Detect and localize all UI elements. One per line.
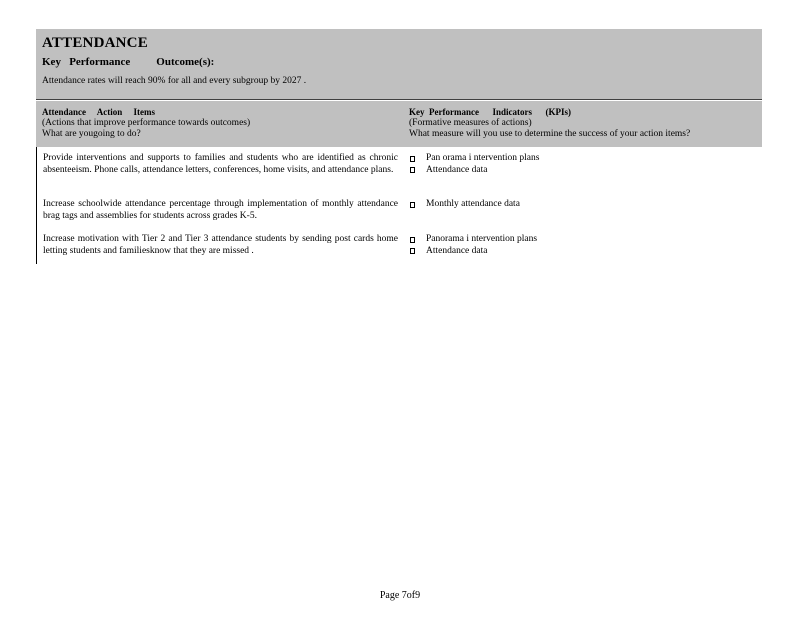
action-item-text: Increase motivation with Tier 2 and Tier 3 attendance students by sending post cards home letting students and familiesknow that they are missed . (43, 234, 398, 256)
kpi-question: What measure will you use to determine the success of your action items? (409, 129, 691, 139)
kpo-label-part-1: Key Performance (42, 56, 131, 68)
kpi-list-item (410, 199, 750, 211)
kpi-text: Pan orama i ntervention plans (426, 153, 540, 163)
kpi-list-item (410, 153, 750, 165)
kpi-text: Monthly attendance data (426, 199, 520, 209)
action-rows (36, 147, 762, 264)
action-item-text: Provide interventions and supports to families and students who are identified as chronic absenteeism. Phone calls, attendance letters, conferences, home visits, and attendance plans. (43, 153, 398, 175)
action-items-subheading: (Actions that improve performance towards outcomes) (42, 118, 251, 128)
checkbox-bullet-icon (410, 248, 415, 254)
kpi-list (410, 153, 750, 176)
kpo-label-part-2: Outcome(s): (156, 56, 215, 68)
section-title: ATTENDANCE (42, 35, 148, 51)
checkbox-bullet-icon (410, 202, 415, 208)
column-header-band (36, 101, 762, 147)
kpi-text: Attendance data (426, 245, 488, 256)
kpi-text: Panorama i ntervention plans (426, 234, 538, 244)
kpi-subheading: (Formative measures of actions) (409, 118, 532, 128)
attendance-section (36, 29, 762, 264)
outcome-text: Attendance rates will reach 90% for all and every subgroup by 2027 . (42, 76, 307, 86)
page-number: Page 7of9 (379, 590, 421, 601)
section-header (36, 29, 762, 100)
action-items-header (42, 107, 397, 140)
kpi-list (410, 234, 750, 257)
checkbox-bullet-icon (410, 156, 415, 162)
checkbox-bullet-icon (410, 237, 415, 243)
key-performance-outcome-label (42, 56, 240, 68)
kpi-text: Attendance data (426, 164, 488, 175)
kpi-header (409, 107, 759, 140)
kpi-list-item (410, 234, 750, 246)
action-items-question: What are yougoing to do? (42, 129, 141, 139)
checkbox-bullet-icon (410, 167, 415, 173)
kpi-list (410, 199, 750, 211)
kpi-list-item (410, 165, 750, 177)
kpi-list-item (410, 246, 750, 258)
action-item-text: Increase schoolwide attendance percentage through implementation of monthly attendance brag tags and assemblies for students across grades K-5. (43, 199, 398, 221)
action-items-heading: Attendance Action Items (42, 107, 155, 117)
kpi-heading: Key Performance Indicators (KPIs) (409, 107, 571, 117)
